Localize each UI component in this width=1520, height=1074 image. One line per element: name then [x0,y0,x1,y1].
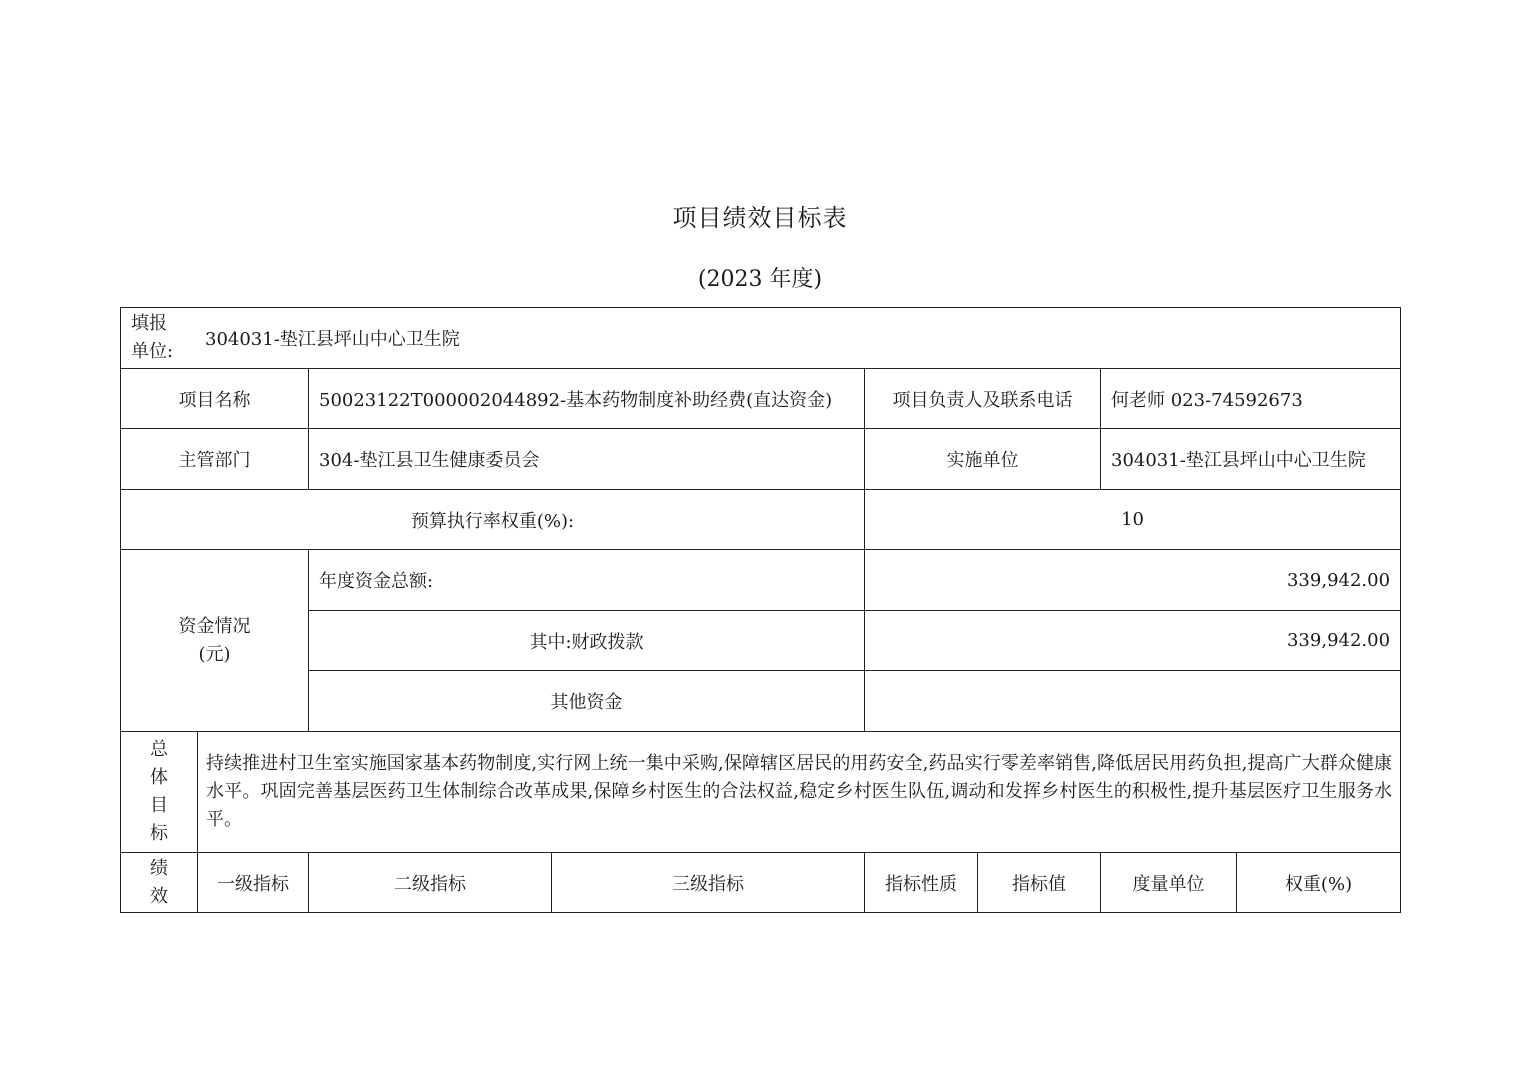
project-name-label: 项目名称 [121,369,309,429]
implementing-unit-label: 实施单位 [865,429,1101,490]
header-weight: 权重(%) [1237,853,1401,913]
header-measure-unit: 度量单位 [1101,853,1237,913]
reporting-unit-label: 填报 单位: [131,313,174,362]
budget-weight-row [121,490,1401,550]
funds-label: 资金情况 (元) [121,550,309,732]
funds-fiscal-value: 339,942.00 [865,611,1401,671]
funds-fiscal-label: 其中:财政拨款 [309,611,865,671]
funds-total-row [121,550,1401,611]
reporting-unit-value: 304031-垫江县坪山中心卫生院 [205,329,460,350]
project-contact-label: 项目负责人及联系电话 [865,369,1101,429]
reporting-unit-row [121,308,1401,369]
funds-other-label: 其他资金 [309,671,865,732]
project-contact-value: 何老师 023-74592673 [1101,369,1401,429]
funds-other-value [865,671,1401,732]
document-title: 项目绩效目标表 [672,204,848,232]
overall-goal-text: 持续推进村卫生室实施国家基本药物制度,实行网上统一集中采购,保障辖区居民的用药安全,药品实行零差率销售,降低居民用药负担,提高广大群众健康水平。巩固完善基层医药卫生体制综合改革成果,保障乡村医生的合法权益,稳定乡村医生队伍,调动和发挥乡村医生的积极性,提升基层医疗卫生服务水平。 [198,732,1401,853]
header-level1-indicator: 一级指标 [198,853,309,913]
department-row [121,429,1401,490]
document-subtitle: (2023 年度) [697,267,823,292]
project-name-row [121,369,1401,429]
department-label: 主管部门 [121,429,309,490]
funds-other-row [121,671,1401,732]
overall-goal-row [121,732,1401,853]
performance-label: 绩 效 [121,853,198,913]
overall-goal-label: 总 体 目 标 [121,732,198,853]
header-level3-indicator: 三级指标 [552,853,865,913]
funds-total-label: 年度资金总额: [309,550,865,611]
implementing-unit-value: 304031-垫江县坪山中心卫生院 [1101,429,1401,490]
header-indicator-value: 指标值 [978,853,1101,913]
header-level2-indicator: 二级指标 [309,853,552,913]
header-indicator-nature: 指标性质 [865,853,978,913]
department-value: 304-垫江县卫生健康委员会 [309,429,865,490]
funds-fiscal-row [121,611,1401,671]
performance-target-table [120,307,1401,913]
budget-weight-label: 预算执行率权重(%): [121,490,865,550]
reporting-unit-cell [121,308,1401,369]
budget-weight-value: 10 [865,490,1401,550]
performance-header-row [121,853,1401,913]
funds-total-value: 339,942.00 [865,550,1401,611]
project-name-value: 50023122T000002044892-基本药物制度补助经费(直达资金) [309,369,865,429]
